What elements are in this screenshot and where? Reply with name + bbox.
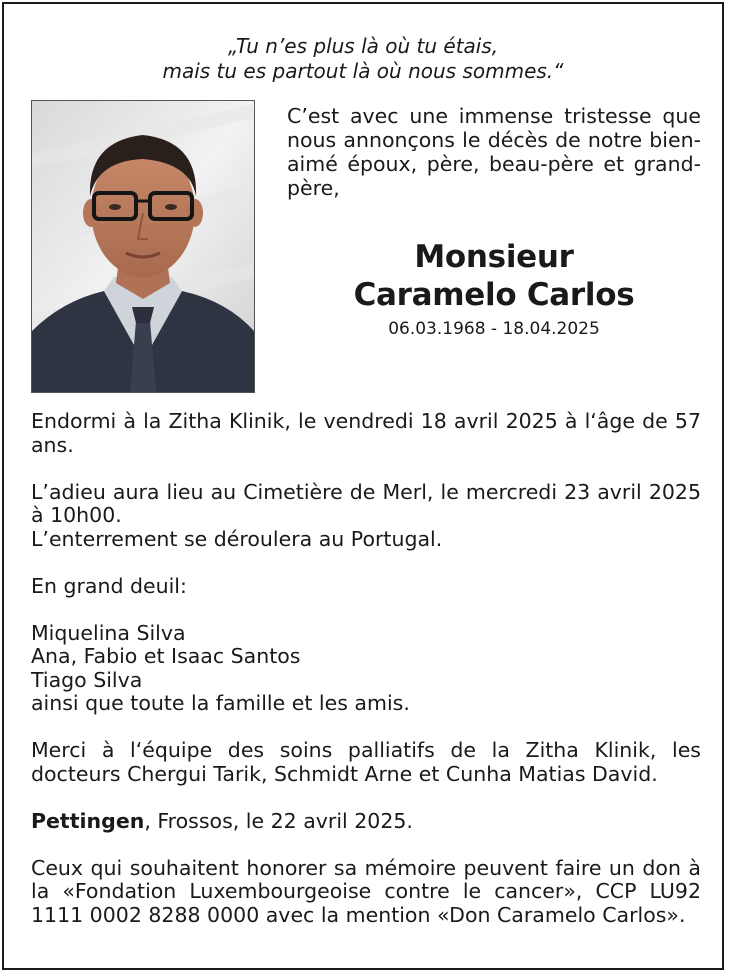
thanks-paragraph: Merci à l‘équipe des soins palliatifs de la Zitha Klinik, les docteurs Chergui Tarik, Schmidt Arne et Cunha Matias David. bbox=[31, 738, 701, 786]
announcement-intro: C’est avec une immense tristesse que nous annonçons le décès de notre bien-aimé époux, père, beau-père et grand-père, bbox=[287, 104, 701, 200]
place-date-line bbox=[31, 810, 701, 834]
family-member: Ana, Fabio et Isaac Santos bbox=[31, 644, 301, 668]
family-member: Tiago Silva bbox=[31, 667, 143, 692]
farewell-paragraph: L’adieu aura lieu au Cimetière de Merl, le mercredi 23 avril 2025 à 10h00. bbox=[31, 479, 701, 527]
place-name: Pettingen bbox=[31, 808, 145, 833]
deceased-name-block bbox=[287, 238, 701, 314]
death-paragraph: Endormi à la Zitha Klinik, le vendredi 18 avril 2025 à l‘âge de 57 ans. bbox=[31, 409, 701, 457]
family-member: Miquelina Silva bbox=[31, 620, 186, 645]
notice-body bbox=[31, 410, 701, 927]
memorial-quote bbox=[4, 34, 722, 84]
family-member: ainsi que toute la famille et les amis. bbox=[31, 691, 410, 715]
donation-paragraph: Ceux qui souhaitent honorer sa mémoire peuvent faire un don à la «Fondation Luxembourgeoise contre le cancer», CCP LU92 1111 0002 8288 0000 avec la mention «Don Caramelo Carlos». bbox=[31, 855, 701, 927]
obituary-notice bbox=[2, 2, 724, 970]
quote-line-1: „Tu n’es plus là où tu étais, bbox=[227, 34, 499, 58]
portrait-photo bbox=[31, 100, 255, 393]
mourning-heading: En grand deuil: bbox=[31, 573, 187, 598]
portrait-illustration bbox=[32, 101, 254, 392]
deceased-name: Caramelo Carlos bbox=[353, 277, 635, 313]
life-dates: 06.03.1968 - 18.04.2025 bbox=[388, 319, 600, 339]
quote-line-2: mais tu es partout là où nous sommes.“ bbox=[162, 59, 564, 83]
deceased-title: Monsieur bbox=[414, 239, 574, 275]
place-date-rest: , Frossos, le 22 avril 2025. bbox=[144, 808, 413, 833]
burial-paragraph: L’enterrement se déroulera au Portugal. bbox=[31, 526, 443, 551]
